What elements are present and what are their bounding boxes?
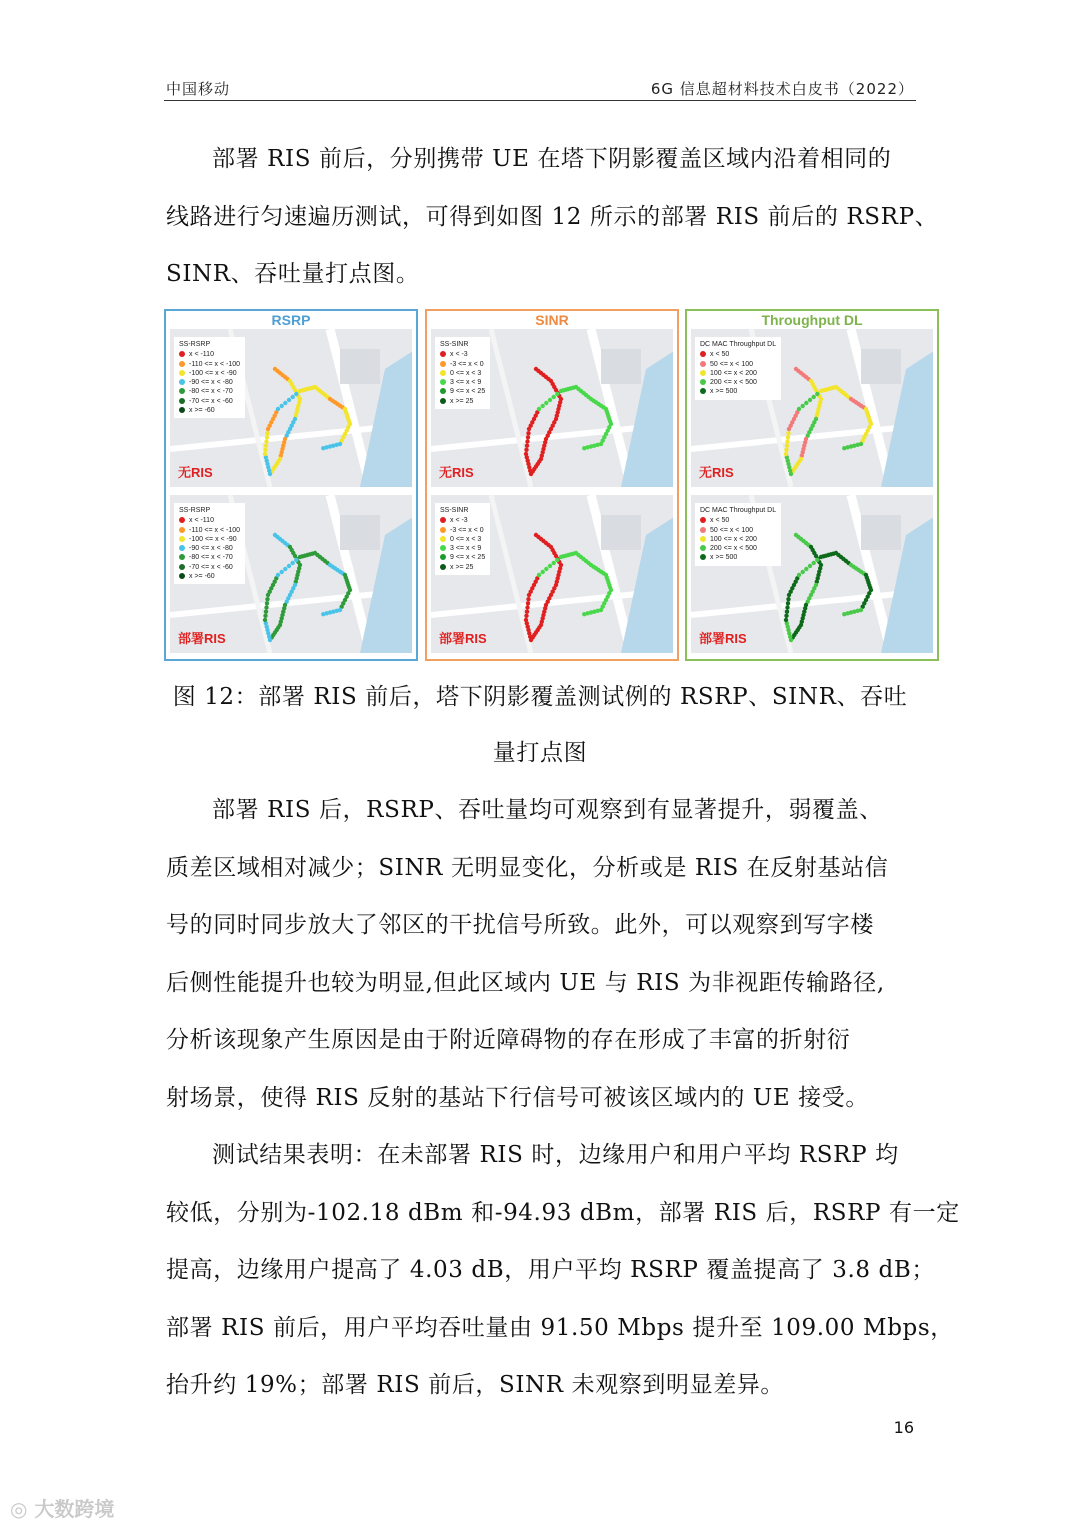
route-sample-dot [263,614,267,618]
legend-swatch [700,536,706,542]
legend-swatch [179,564,185,570]
legend-swatch [440,517,446,523]
route-sample-dot [526,431,530,435]
route-sample-dot [784,618,788,622]
route-sample-dot [291,561,295,565]
route-sample-dot [276,573,280,577]
panel-title: SINR [535,312,569,328]
legend-label: 100 <= x < 200 [710,369,757,377]
route-sample-dot [264,439,268,443]
legend-label: x >= 25 [450,397,474,405]
map-legend [695,337,781,400]
legend-swatch [179,351,185,357]
map-before-ris [691,329,933,487]
route-sample-dot [265,601,269,605]
route-sample-dot [283,401,287,405]
legend-item [440,350,485,359]
route-sample-dot [263,618,267,622]
legend-item [179,387,240,396]
route-sample-dot [524,614,528,618]
map-after-ris [170,495,412,653]
text-line: 提高，边缘用户提高了 4.03 dB，用户平均 RSRP 覆盖提高了 3.8 dB； [166,1257,935,1283]
tag-deployed-ris: 部署RIS [699,631,747,646]
legend-label: -110 <= x < -100 [189,360,241,368]
route-sample-dot [842,612,846,616]
route-sample-dot [264,605,268,609]
legend-label: 50 <= x < 100 [710,526,754,534]
route-sample-dot [526,435,530,439]
route-sample-dot [265,435,269,439]
text-line: 分析该现象产生原因是由于附近障碍物的存在形成了丰富的折射衍 [166,1027,851,1053]
route-sample-dot [582,446,586,450]
route-sample-dot [541,570,545,574]
legend-item [179,360,240,369]
legend-label: x < -110 [189,517,214,525]
legend-label: x >= -60 [189,573,215,581]
route-sample-dot [276,407,280,411]
legend-title: SS-RSRP [179,507,211,514]
route-sample-dot [525,439,529,443]
route-sample-dot [786,435,790,439]
route-sample-dot [526,601,530,605]
route-sample-dot [525,444,529,448]
legend-label: -80 <= x < -70 [189,554,233,562]
route-sample-dot [808,398,812,402]
map-after-ris [691,495,933,653]
legend-swatch [179,536,185,542]
route-sample-dot [785,610,789,614]
legend-swatch [440,536,446,542]
map-after-ris [431,495,673,653]
legend-swatch [440,388,446,394]
legend-label: x < -3 [450,517,468,525]
legend-item [179,535,240,544]
legend-item [700,516,776,525]
legend-item [440,397,485,406]
map-legend [435,503,490,575]
legend-item [440,563,485,572]
route-sample-dot [812,395,816,399]
route-sample-dot [582,612,586,616]
route-sample-dot [808,564,812,568]
route-sample-dot [287,398,291,402]
legend-label: -80 <= x < -70 [189,388,233,396]
legend-swatch [440,545,446,551]
route-sample-dot [526,597,530,601]
figure-panel [425,309,679,661]
page-number: 16 [893,1418,914,1437]
legend-swatch [700,370,706,376]
legend-swatch [179,398,185,404]
route-sample-dot [287,564,291,568]
legend-swatch [700,554,706,560]
route-sample-dot [555,392,559,396]
legend-swatch [179,554,185,560]
figure-panel [164,309,418,661]
watermark: ◎ 大数跨境 [10,1497,115,1521]
legend-label: -100 <= x < -90 [189,535,237,543]
route-sample-dot [804,567,808,571]
legend-label: -3 <= x < 0 [450,360,484,368]
route-sample-dot [785,444,789,448]
legend-item [179,553,240,562]
legend-item [440,544,485,553]
legend-item [179,397,240,406]
route-sample-dot [265,597,269,601]
tag-no-ris: 无RIS [439,465,474,480]
route-sample-dot [797,573,801,577]
caption-line: 量打点图 [492,740,588,766]
route-sample-dot [321,612,325,616]
legend-label: x >= 500 [710,554,738,562]
route-sample-dot [812,561,816,565]
legend-item [179,572,240,581]
route-sample-dot [264,444,268,448]
legend-swatch [179,573,185,579]
intro-paragraph [166,131,939,304]
route-sample-dot [785,439,789,443]
legend-swatch [440,370,446,376]
legend-label: -3 <= x < 0 [450,526,484,534]
map-before-ris [431,329,673,487]
legend-title: SS-SINR [440,341,469,348]
legend-item [440,516,485,525]
route-sample-dot [544,401,548,405]
text-line: 部署 RIS 前后，分别携带 UE 在塔下阴影覆盖区域内沿着相同的 [212,146,892,172]
legend-swatch [440,379,446,385]
body-paragraph-1 [166,782,914,1127]
caption-line: 图 12：部署 RIS 前后，塔下阴影覆盖测试例的 RSRP、SINR、吞吐 [172,684,908,710]
route-sample-dot [552,561,556,565]
legend-item [700,387,776,396]
legend-label: x < -110 [189,351,214,359]
map-before-ris [170,329,412,487]
legend-label: -70 <= x < -60 [189,397,233,405]
legend-item [700,544,776,553]
route-sample-dot [280,570,284,574]
legend-swatch [179,545,185,551]
legend-swatch [440,527,446,533]
route-sample-dot [815,558,819,562]
legend-item [700,360,776,369]
legend-swatch [179,517,185,523]
legend-label: -90 <= x < -80 [189,379,233,387]
route-sample-dot [804,401,808,405]
text-line: 抬升约 19%；部署 RIS 前后，SINR 未观察到明显差异。 [166,1372,785,1398]
route-sample-dot [537,573,541,577]
legend-label: 9 <= x < 25 [450,388,486,396]
route-sample-dot [525,610,529,614]
header-right: 6G 信息超材料技术白皮书（2022） [650,80,914,98]
legend-label: -100 <= x < -90 [189,369,237,377]
legend-label: x < 50 [710,351,730,359]
route-sample-dot [784,614,788,618]
text-line: 后侧性能提升也较为明显,但此区域内 UE 与 RIS 为非视距传输路径, [166,969,885,996]
text-line: 部署 RIS 后，RSRP、吞吐量均可观察到有显著提升，弱覆盖、 [212,797,883,823]
legend-swatch [179,527,185,533]
legend-item [700,350,776,359]
legend-item [440,535,485,544]
panel-title: RSRP [271,312,311,328]
route-sample-dot [784,448,788,452]
route-sample-dot [552,395,556,399]
legend-item [700,553,776,562]
route-sample-dot [524,452,528,456]
legend-item [179,516,240,525]
route-sample-dot [283,567,287,571]
legend-swatch [440,554,446,560]
route-sample-dot [801,570,805,574]
legend-label: 0 <= x < 3 [450,369,482,377]
legend-label: 50 <= x < 100 [710,360,754,368]
legend-title: SS-RSRP [179,341,211,348]
watermark-text: 大数跨境 [34,1497,115,1521]
legend-label: -90 <= x < -80 [189,545,233,553]
legend-item [440,526,485,535]
route-sample-dot [784,452,788,456]
map-legend [695,503,781,566]
legend-item [179,563,240,572]
legend-item [700,378,776,387]
legend-title: SS-SINR [440,507,469,514]
legend-label: 200 <= x < 500 [710,379,757,387]
route-sample-dot [786,597,790,601]
legend-item [440,387,485,396]
legend-item [179,526,240,535]
body-paragraph-2 [166,1127,960,1415]
legend-swatch [179,407,185,413]
map-legend [435,337,490,409]
legend-swatch [179,370,185,376]
route-sample-dot [785,605,789,609]
route-sample-dot [291,395,295,399]
route-sample-dot [524,448,528,452]
legend-item [179,369,240,378]
text-line: 线路进行匀速遍历测试，可得到如图 12 所示的部署 RIS 前后的 RSRP、 [166,203,939,230]
legend-swatch [179,388,185,394]
legend-swatch [440,564,446,570]
text-line: 质差区域相对减少；SINR 无明显变化，分析或是 RIS 在反射基站信 [166,854,889,881]
text-line: 射场景，使得 RIS 反射的基站下行信号可被该区域内的 UE 接受。 [166,1084,869,1111]
legend-label: x < 50 [710,517,730,525]
text-line: 测试结果表明：在未部署 RIS 时，边缘用户和用户平均 RSRP 均 [212,1142,899,1168]
legend-item [440,378,485,387]
text-line: 号的同时同步放大了邻区的干扰信号所致。此外，可以观察到写字楼 [166,912,874,938]
route-sample-dot [294,392,298,396]
legend-swatch [179,361,185,367]
legend-item [179,406,240,415]
legend-swatch [700,388,706,394]
route-sample-dot [541,404,545,408]
legend-label: -110 <= x < -100 [189,526,241,534]
text-line: 较低，分别为-102.18 dBm 和-94.93 dBm，部署 RIS 后，RSRP 有一定 [166,1199,960,1226]
legend-label: -70 <= x < -60 [189,563,233,571]
legend-label: 3 <= x < 9 [450,545,482,553]
route-sample-dot [321,446,325,450]
legend-item [700,526,776,535]
route-sample-dot [525,605,529,609]
legend-item [440,369,485,378]
legend-item [700,535,776,544]
route-sample-dot [797,407,801,411]
route-sample-dot [842,446,846,450]
legend-label: x >= 25 [450,563,474,571]
legend-swatch [440,351,446,357]
legend-swatch [700,545,706,551]
legend-label: 0 <= x < 3 [450,535,482,543]
tag-deployed-ris: 部署RIS [178,631,226,646]
legend-label: x >= 500 [710,388,738,396]
legend-swatch [179,379,185,385]
legend-item [179,350,240,359]
route-sample-dot [548,564,552,568]
legend-label: 100 <= x < 200 [710,535,757,543]
route-sample-dot [786,601,790,605]
figure-caption [166,669,914,781]
legend-item [700,369,776,378]
figure-panel [685,309,939,661]
route-sample-dot [544,567,548,571]
panel-title: Throughput DL [761,312,863,328]
legend-label: x >= -60 [189,407,215,415]
route-sample-dot [555,558,559,562]
legend-item [440,360,485,369]
route-sample-dot [263,452,267,456]
legend-swatch [700,361,706,367]
legend-swatch [440,398,446,404]
text-line: SINR、吞吐量打点图。 [166,261,420,287]
tag-no-ris: 无RIS [178,465,213,480]
legend-label: x < -3 [450,351,468,359]
route-sample-dot [280,404,284,408]
legend-swatch [700,527,706,533]
route-sample-dot [263,448,267,452]
legend-item [440,553,485,562]
legend-item [179,544,240,553]
legend-swatch [440,361,446,367]
legend-swatch [700,351,706,357]
route-sample-dot [265,431,269,435]
route-sample-dot [786,431,790,435]
route-sample-dot [537,407,541,411]
route-sample-dot [294,558,298,562]
route-sample-dot [524,618,528,622]
route-sample-dot [264,610,268,614]
route-sample-dot [801,404,805,408]
text-line: 部署 RIS 前后，用户平均吞吐量由 91.50 Mbps 提升至 109.00 Mbps， [166,1314,954,1341]
tag-no-ris: 无RIS [699,465,734,480]
legend-label: 200 <= x < 500 [710,545,757,553]
legend-swatch [700,517,706,523]
legend-label: 3 <= x < 9 [450,379,482,387]
legend-swatch [700,379,706,385]
legend-item [179,378,240,387]
header-rule [164,100,916,101]
map-legend [174,337,245,418]
header-left: 中国移动 [166,80,231,98]
legend-label: 9 <= x < 25 [450,554,486,562]
map-legend [174,503,245,584]
legend-title: DC MAC Throughput DL [700,507,777,514]
route-sample-dot [548,398,552,402]
legend-title: DC MAC Throughput DL [700,341,777,348]
tag-deployed-ris: 部署RIS [439,631,487,646]
route-sample-dot [815,392,819,396]
